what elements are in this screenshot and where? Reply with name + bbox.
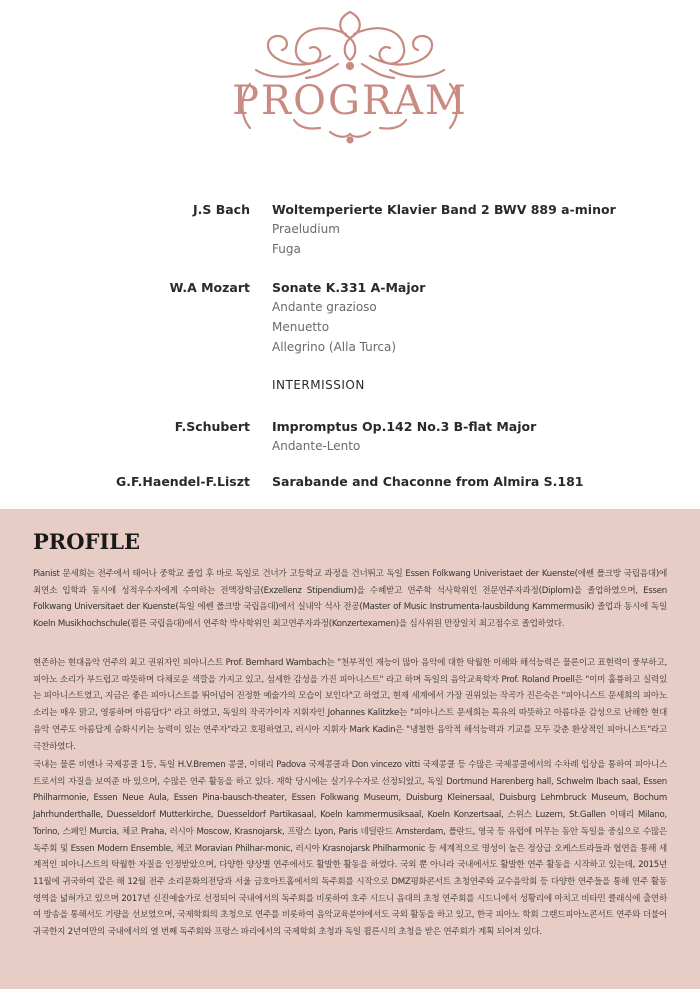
movement: Menuetto — [272, 320, 330, 334]
composer-name: G.F.Haendel-F.Liszt — [115, 474, 250, 489]
intermission-label: INTERMISSION — [272, 378, 365, 392]
work-title: Sonate K.331 A-Major — [272, 280, 426, 295]
composer-name: J.S Bach — [192, 202, 250, 217]
composer-name: W.A Mozart — [169, 280, 250, 295]
work-title: Impromptus Op.142 No.3 B-flat Major — [272, 419, 537, 434]
work-block — [272, 200, 700, 259]
work-title: Sarabande and Chaconne from Almira S.181 — [272, 474, 584, 489]
movement: Fuga — [272, 242, 301, 256]
program-title: PROGRAM — [232, 78, 468, 124]
program-piece-bach — [0, 200, 700, 263]
profile-section — [0, 509, 700, 989]
program-piece-mozart — [0, 278, 700, 358]
profile-paragraph: 현존하는 현대음악 연주의 최고 권위자인 피아니스트 Prof. Bernhard Wambach는 "천부적인 재능이 많아 음악에 대한 탁월한 이해와 해석능력은 물론이고 표현력이 풍부하고, 피아노 소리가 부드럽고 따뜻하며 다채로운 색깔을 가지고 있고, 섬세한 감성을 가진 피아니스트" 라고 하며 독일의 음악교육학자 Prof. Roland Proell은 "이미 훌륭하고 실력있는 피아니스트였고, 지금은 좋은 피아니스트를 뛰어넘어 진정한 예술가의 모습이 보인다"고 하였고, 현재 세계에서 가장 권위있는 작곡가 진은숙은 "피아니스트 문세희의 피아노 소리는 매우 맑고, 영롱하며 아름답다" 라고 하였고, 독일의 작곡가이자 지휘자인 Johannes Kalitzke는 "피아니스트 문세희는 특유의 따뜻하고 아름다운 감성으로 난해한 현대음악 연주도 아름답게 승화시키는 능력이 있는 연주자"라고 호평하였고, 러시아 지휘자 Mark Kadin은 "냉철한 음악적 해석능력과 기교를 모두 갖춘 환상적인 피아니스트"라고 극찬하였다. — [33, 658, 667, 752]
work-block — [272, 417, 700, 456]
program-piece-haendel-liszt — [0, 472, 700, 492]
work-block — [272, 278, 700, 357]
work-block — [272, 472, 700, 491]
work-title: Woltemperierte Klavier Band 2 BWV 889 a-minor — [272, 202, 616, 217]
movement: Andante-Lento — [272, 439, 361, 453]
program-list — [0, 200, 700, 492]
movement: Allegrino (Alla Turca) — [272, 340, 397, 354]
movement: Praeludium — [272, 222, 340, 236]
movement: Andante grazioso — [272, 300, 377, 314]
profile-paragraph: 국내는 물론 비엔나 국제콩쿨 1등, 독일 H.V.Bremen 콩쿨, 이태리 Padova 국제콩쿨과 Don vincezo vitti 국제콩쿨 등 수많은 국제콩쿨에서의 수차례 입상을 통하여 피아니스트로서의 자질을 보여준 바 있으며, 수많은 연주 활동을 하고 있다. 재학 당시에는 실기우수자로 선정되었고, 독일 Dortmund Harenberg hall, Schwelm Ibach saal, Essen Philharmonie, Essen Neue Aula, Essen Pina-bausch-theater, Essen Folkwang Museum, Duisburg Kleinersaal, Duisburg Lehmbruck Museum, Bochum Jahrhunderthalle, Duesseldorf Mutterkirche, Duesseldorf Partikasaal, Koeln kammermusiksaal, Koeln Konzertsaal, 스위스 Luzern, St.Gallen 이태리 Milano, Torino, 스페인 Murcia, 체코 Praha, 러시아 Moscow, Krasnojarsk, 프랑스 Lyon, Paris 네덜란드 Amsterdam, 폴란드, 영국 등 유럽에 머무는 동안 독일을 중심으로 수많은 독주회 및 Essen Modern Ensemble, 체코 Moravian Philhar-monic, 러시아 Krasnojarsk Philharmonic 등 세계적으로 명성이 높은 정상급 오케스트라들과 협연을 통해 세계적인 피아니스트의 탁월한 자질을 인정받았으며, 다양한 양상별 연주에서도 활발한 활동을 하였다. 국외 뿐 아니라 국내에서도 활발한 연주 활동을 시작하고 있는데, 2015년 11월에 귀국하여 같은 해 12월 전주 소리문화의전당과 서울 금호아트홀에서의 독주회를 시작으로 DMZ평화콘서트 초청연주와 교수음악회 등 다양한 연주들을 통해 연주 활동영역을 넓혀가고 있으며 2017년 신진예술가로 선정되어 국내에서의 독주회를 비롯하여 호주 시드니 음대의 초청 연주회를 시드니에서 성황리에 마치고 비타민 클래식에 출연하여 방송을 통해서도 기량을 선보였으며, 국제학회의 초청으로 연주를 비롯하여 음악교육분야에서도 국외 활동을 하고 있고, 한국 피아노 학회 그랜드피아노콘서트 연주와 더불어 귀국한지 2년여만의 국내에서의 열 번째 독주회와 프랑스 파리에서의 국제학회 초청과 독일 쾰른시의 초청을 받은 연주회가 계획 되어져 있다. — [33, 760, 667, 938]
profile-title: PROFILE — [33, 529, 141, 554]
program-piece-schubert — [0, 417, 700, 457]
composer-name: F.Schubert — [174, 419, 250, 434]
profile-paragraph: Pianist 문세희는 전주에서 태어나 중학교 졸업 후 바로 독일로 건너가 고등학교 과정을 건너뛰고 독일 Essen Folkwang Univeristaet der Kuenste(에쎈 폴크방 국립음대)에 최연소 입학과 동시에 성적우수자에게 수여하는 전액장학금(Exzellenz Stipendium)을 수혜받고 연주학 석사학위인 전문연주자과정(Diplom)을 졸업하였으며, Essen Folkwang Universitaet der Kuenste(독일 에쎈 폴크방 국립음대)에서 실내악 석사 전공(Master of Music Instrumenta-lausbildung Kammermusik) 졸업과 동시에 독일 Koeln Musikhochschule(쾰른 국립음대)에서 연주학 박사학위인 최고연주자과정(Konzertexamen)을 심사위원 만장일치 최고점수로 졸업하였다. — [33, 569, 667, 630]
